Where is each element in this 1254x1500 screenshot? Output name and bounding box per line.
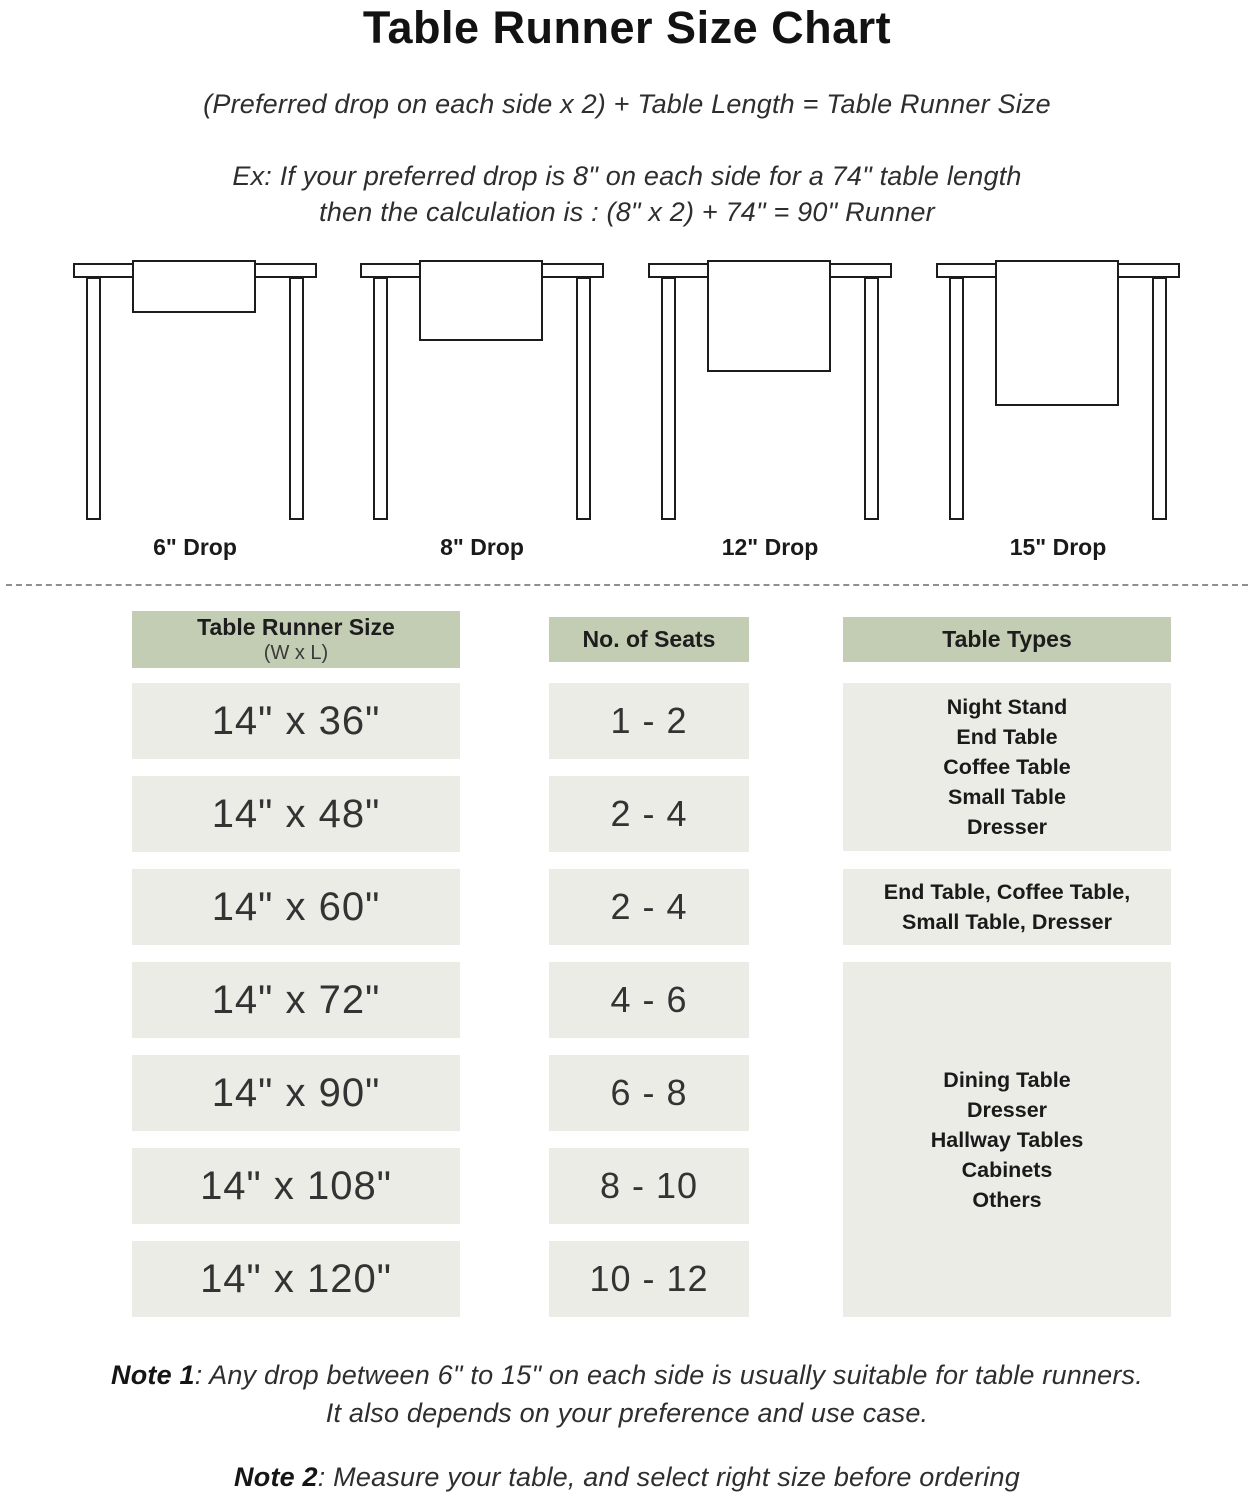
table-diagram-6-drop [73, 258, 317, 558]
table-leg [86, 277, 101, 520]
column-table-types [843, 617, 1171, 1317]
note-1-line-2: It also depends on your preference and use case. [325, 1398, 929, 1428]
table-types-group-3: Dining Table Dresser Hallway Tables Cabinets Others [843, 962, 1171, 1317]
runner-shape [707, 260, 831, 372]
column-header-runner-size [132, 611, 460, 668]
table-leg [1152, 277, 1167, 520]
formula-text: (Preferred drop on each side x 2) + Table Length = Table Runner Size [203, 89, 1051, 119]
table-leg [949, 277, 964, 520]
size-cell: 14" x 120" [132, 1241, 460, 1317]
note-2-label: Note 2 [234, 1462, 318, 1492]
size-cell: 14" x 48" [132, 776, 460, 852]
size-cell: 14" x 72" [132, 962, 460, 1038]
runner-shape [419, 260, 543, 341]
drop-label: 6" Drop [153, 534, 237, 560]
runner-shape [995, 260, 1119, 406]
page-title: Table Runner Size Chart [362, 2, 892, 53]
example-line-2: then the calculation is : (8" x 2) + 74" = 90" Runner [319, 197, 935, 227]
column-header-seats: No. of Seats [549, 617, 749, 662]
drop-label: 8" Drop [440, 534, 524, 560]
size-cell: 14" x 90" [132, 1055, 460, 1131]
seats-cell: 2 - 4 [549, 776, 749, 852]
table-diagram-8-drop [360, 258, 604, 558]
seats-cell: 2 - 4 [549, 869, 749, 945]
size-cell: 14" x 108" [132, 1148, 460, 1224]
seats-cell: 10 - 12 [549, 1241, 749, 1317]
table-leg [289, 277, 304, 520]
table-types-group-1: Night Stand End Table Coffee Table Small Table Dresser [843, 683, 1171, 851]
table-diagram-15-drop [936, 258, 1180, 558]
dashed-divider [6, 584, 1248, 586]
table-diagram-12-drop [648, 258, 892, 558]
seats-cell: 4 - 6 [549, 962, 749, 1038]
seats-cell: 1 - 2 [549, 683, 749, 759]
size-cell: 14" x 60" [132, 869, 460, 945]
size-cell: 14" x 36" [132, 683, 460, 759]
header-line-1: Table Runner Size [197, 614, 395, 640]
drop-label: 12" Drop [721, 534, 819, 560]
example-line-1: Ex: If your preferred drop is 8" on each side for a 74" table length [232, 161, 1022, 191]
seats-cell: 8 - 10 [549, 1148, 749, 1224]
runner-shape [132, 260, 256, 313]
note-1-line-1: Note 1: Any drop between 6" to 15" on each side is usually suitable for table runners. [111, 1360, 1143, 1390]
table-leg [661, 277, 676, 520]
note-1-label: Note 1 [111, 1360, 195, 1390]
column-header-table-types: Table Types [843, 617, 1171, 662]
table-leg [864, 277, 879, 520]
table-leg [373, 277, 388, 520]
column-seats [549, 617, 749, 1317]
seats-cell: 6 - 8 [549, 1055, 749, 1131]
table-leg [576, 277, 591, 520]
header-line-2: (W x L) [263, 642, 329, 664]
column-runner-size [132, 611, 460, 1317]
table-types-group-2: End Table, Coffee Table, Small Table, Dresser [843, 869, 1171, 945]
drop-label: 15" Drop [1009, 534, 1107, 560]
note-2: Note 2: Measure your table, and select right size before ordering [234, 1462, 1020, 1492]
